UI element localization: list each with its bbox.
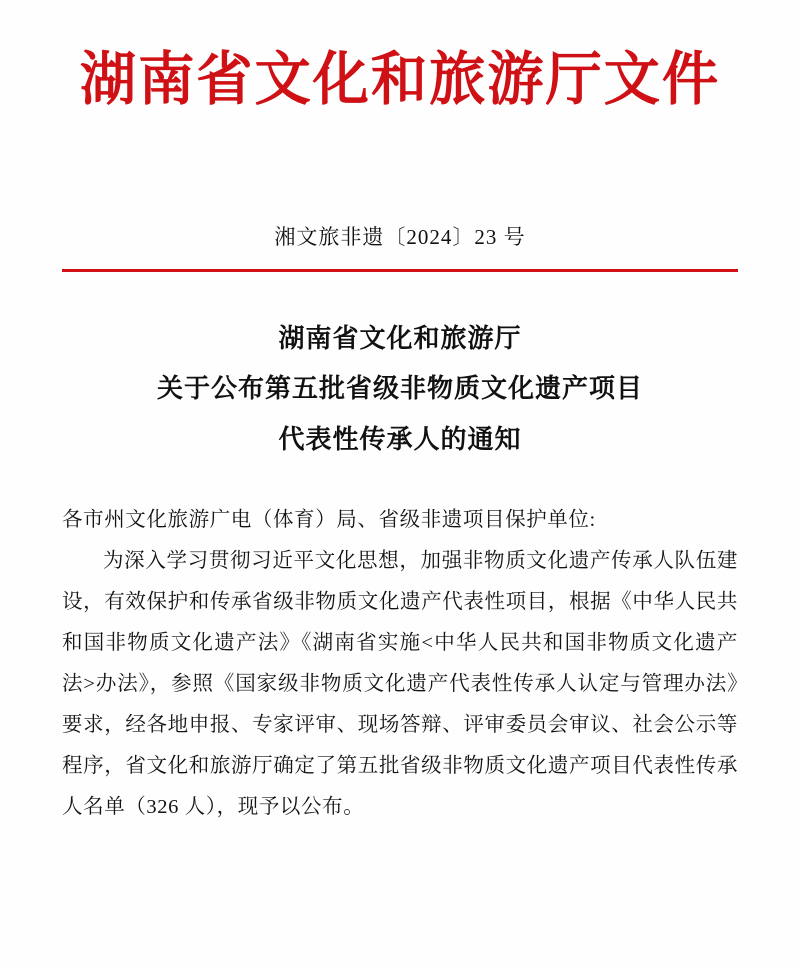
- page-title-line-2: 关于公布第五批省级非物质文化遗产项目: [156, 374, 643, 405]
- red-divider-rule: [62, 269, 738, 272]
- masthead: [62, 0, 738, 123]
- document-number: 湘文旅非遗〔2024〕23 号: [274, 224, 526, 249]
- salutation: 各市州文化旅游广电（体育）局、省级非遗项目保护单位:: [62, 508, 596, 531]
- masthead-title: 湖南省文化和旅游厅文件: [79, 45, 721, 113]
- page-title: [62, 314, 738, 466]
- page-title-line-1: 湖南省文化和旅游厅: [278, 323, 522, 354]
- body-paragraph-1: 为深入学习贯彻习近平文化思想，加强非物质文化遗产传承人队伍建设，有效保护和传承省级非物质文化遗产代表性项目，根据《中华人民共和国非物质文化遗产法》《湖南省实施<中华人民共和国非物质文化遗产法>办法》，参照《国家级非物质文化遗产代表性传承人认定与管理办法》要求，经各地申报、专家评审、现场答辩、评审委员会审议、社会公示等程序，省文化和旅游厅确定了第五批省级非物质文化遗产项目代表性传承人名单（326 人），现予以公布。: [62, 549, 738, 818]
- document-body: [62, 500, 738, 828]
- page-title-line-3: 代表性传承人的通知: [278, 425, 522, 456]
- document-number-block: [62, 221, 738, 251]
